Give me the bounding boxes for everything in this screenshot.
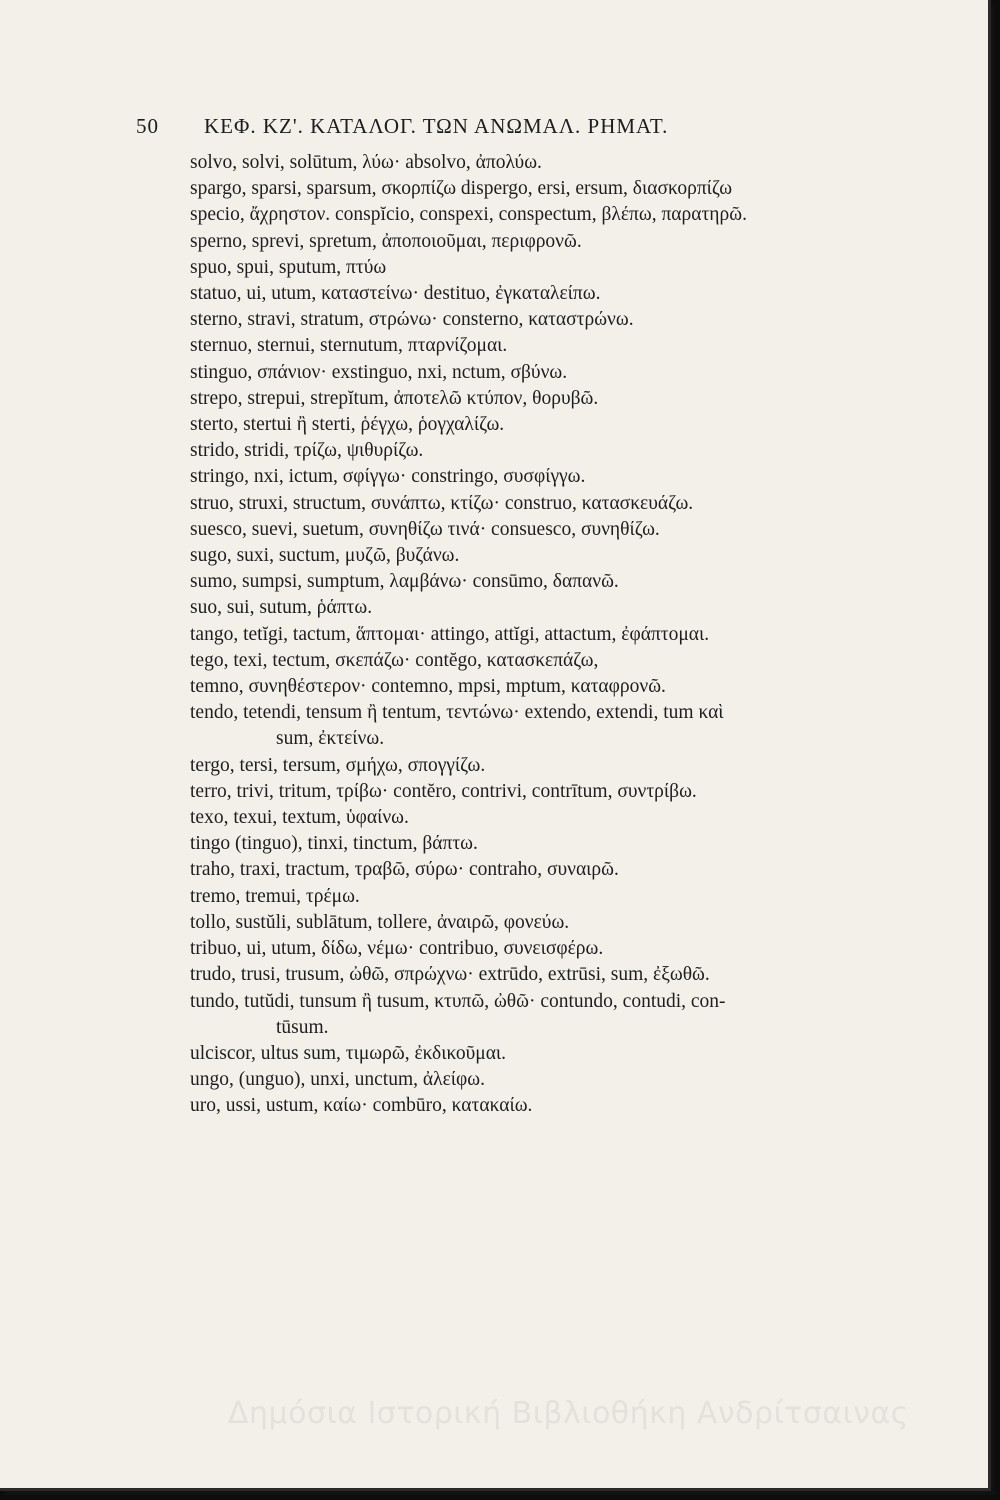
verb-entry-text: sugo, suxi, suctum, μυζῶ, βυζάνω.: [190, 545, 460, 567]
verb-entry: [190, 884, 910, 910]
verb-entry-text: texo, texui, textum, ὑφαίνω.: [190, 807, 409, 829]
verb-entry-text: suo, sui, sutum, ῥάπτω.: [190, 597, 373, 619]
verb-entry: [190, 176, 910, 202]
verb-entry-text: suesco, suevi, suetum, συνηθίζω τινά· consuesco, συνηθίζω.: [190, 518, 660, 540]
verb-entry: [190, 622, 910, 648]
verb-entry-text: sperno, sprevi, spretum, ἀποποιοῦμαι, περιφρονῶ.: [190, 230, 582, 252]
verb-entry-text: tribuo, ui, utum, δίδω, νέμω· contribuo, συνεισφέρω.: [190, 938, 604, 960]
verb-entry: [190, 464, 910, 490]
verb-entry-text: ungo, (unguo), unxi, unctum, ἀλείφω.: [190, 1069, 485, 1091]
verb-entry-text: temno, συνηθέστερον· contemno, mpsi, mptum, καταφρονῶ.: [190, 676, 666, 698]
verb-entry-text: sumo, sumpsi, sumptum, λαμβάνω· consūmo, δαπανῶ.: [190, 571, 619, 593]
verb-entry-text: uro, ussi, ustum, καίω· combūro, κατακαίω.: [190, 1095, 533, 1117]
verb-entry: [190, 229, 910, 255]
verb-entry-continuation: sum, ἐκτείνω.: [276, 728, 385, 750]
verb-entry: [190, 543, 910, 569]
verb-entry: [190, 805, 910, 831]
verb-entry: [190, 1041, 910, 1067]
verb-entry: [190, 438, 910, 464]
verb-entry: [190, 779, 910, 805]
verb-entry: [190, 753, 910, 779]
verb-entry-text: traho, traxi, tractum, τραβῶ, σύρω· contraho, συναιρῶ.: [190, 859, 619, 881]
verb-entry: [190, 1067, 910, 1093]
page-number: 50: [136, 114, 159, 138]
running-header: [136, 114, 826, 144]
verb-entry: [190, 150, 910, 176]
verb-entry: [190, 281, 910, 307]
verb-entry: [190, 491, 910, 517]
verb-entry-text: specio, ἄχρηστον. conspĭcio, conspexi, conspectum, βλέπω, παρατηρῶ.: [190, 204, 747, 226]
verb-entry-text: tremo, tremui, τρέμω.: [190, 885, 360, 907]
verb-entry-text: tego, texi, tectum, σκεπάζω· contĕgo, κατασκεπάζω,: [190, 649, 599, 671]
verb-entry: [190, 962, 910, 988]
verb-entry-text: ulciscor, ultus sum, τιμωρῶ, ἐκδικοῦμαι.: [190, 1042, 507, 1064]
verb-entry: [190, 412, 910, 438]
verb-entry: [190, 569, 910, 595]
verb-entry: [190, 831, 910, 857]
verb-entry-text: solvo, solvi, solūtum, λύω· absolvo, ἀπολύω.: [190, 152, 542, 173]
verb-entry: [190, 386, 910, 412]
verb-entry: [190, 595, 910, 621]
verb-entry-text: tendo, tetendi, tensum ἢ tentum, τεντώνω· extendo, extendi, tum καὶ: [190, 702, 724, 724]
verb-entry: [190, 517, 910, 543]
verb-entry: [190, 360, 910, 386]
verb-entry-text: struo, struxi, structum, συνάπτω, κτίζω· construo, κατασκευάζω.: [190, 492, 694, 514]
verb-entry-text: tollo, sustŭli, sublātum, tollere, ἀναιρῶ, φονεύω.: [190, 911, 570, 933]
library-watermark: Δημόσια Ιστορική Βιβλιοθήκη Ανδρίτσαινας: [228, 1396, 909, 1431]
verb-entry: [190, 857, 910, 883]
verb-entry-text: tergo, tersi, tersum, σμήχω, σπογγίζω.: [190, 754, 486, 776]
verb-entry-text: statuo, ui, utum, καταστείνω· destituo, ἐγκαταλείπω.: [190, 283, 601, 305]
verb-entry-text: tundo, tutŭdi, tunsum ἢ tusum, κτυπῶ, ὠθῶ· contundo, contudi, con-: [190, 990, 726, 1012]
verb-entry-text: strido, stridi, τρίζω, ψιθυρίζω.: [190, 440, 424, 462]
verb-entry-text: stringo, nxi, ictum, σφίγγω· constringo, συσφίγγω.: [190, 466, 586, 488]
verb-entry-text: spuo, spui, sputum, πτύω: [190, 256, 387, 278]
verb-entry: [190, 307, 910, 333]
verb-entry-text: trudo, trusi, trusum, ὠθῶ, σπρώχνω· extrūdo, extrūsi, sum, ἐξωθῶ.: [190, 964, 710, 986]
verb-entry: [190, 202, 910, 228]
verb-entry-text: sterno, stravi, stratum, στρώνω· consterno, καταστρώνω.: [190, 309, 634, 331]
verb-entry: [190, 700, 910, 752]
verb-entry: [190, 1093, 910, 1119]
chapter-title: ΚΕΦ. ΚΖ'. ΚΑΤΑΛΟΓ. ΤΩΝ ΑΝΩΜΑΛ. ΡΗΜΑΤ.: [204, 114, 669, 138]
verb-entry-text: tango, tetĭgi, tactum, ἅπτομαι· attingo, attĭgi, attactum, ἐφάπτομαι.: [190, 623, 710, 645]
verb-list: [190, 150, 910, 1120]
verb-entry-text: stinguo, σπάνιον· exstinguo, nxi, nctum, σβύνω.: [190, 361, 568, 383]
verb-entry-text: sternuo, sternui, sternutum, πταρνίζομαι.: [190, 335, 508, 357]
verb-entry: [190, 255, 910, 281]
verb-entry-text: strepo, strepui, strepĭtum, ἀποτελῶ κτύπον, θορυβῶ.: [190, 387, 599, 409]
verb-entry: [190, 333, 910, 359]
verb-entry: [190, 648, 910, 674]
verb-entry: [190, 936, 910, 962]
verb-entry-text: spargo, sparsi, sparsum, σκορπίζω dispergo, ersi, ersum, διασκορπίζω: [190, 178, 733, 200]
verb-entry-text: sterto, stertui ἢ sterti, ῥέγχω, ῥογχαλίζω.: [190, 414, 505, 436]
verb-entry-text: tingo (tinguo), tinxi, tinctum, βάπτω.: [190, 833, 478, 855]
verb-entry: [190, 989, 910, 1041]
verb-entry-text: terro, trivi, tritum, τρίβω· contĕro, contrivi, contrītum, συντρίβω.: [190, 780, 697, 802]
verb-entry: [190, 910, 910, 936]
verb-entry: [190, 674, 910, 700]
verb-entry-continuation: tūsum.: [276, 1016, 329, 1038]
